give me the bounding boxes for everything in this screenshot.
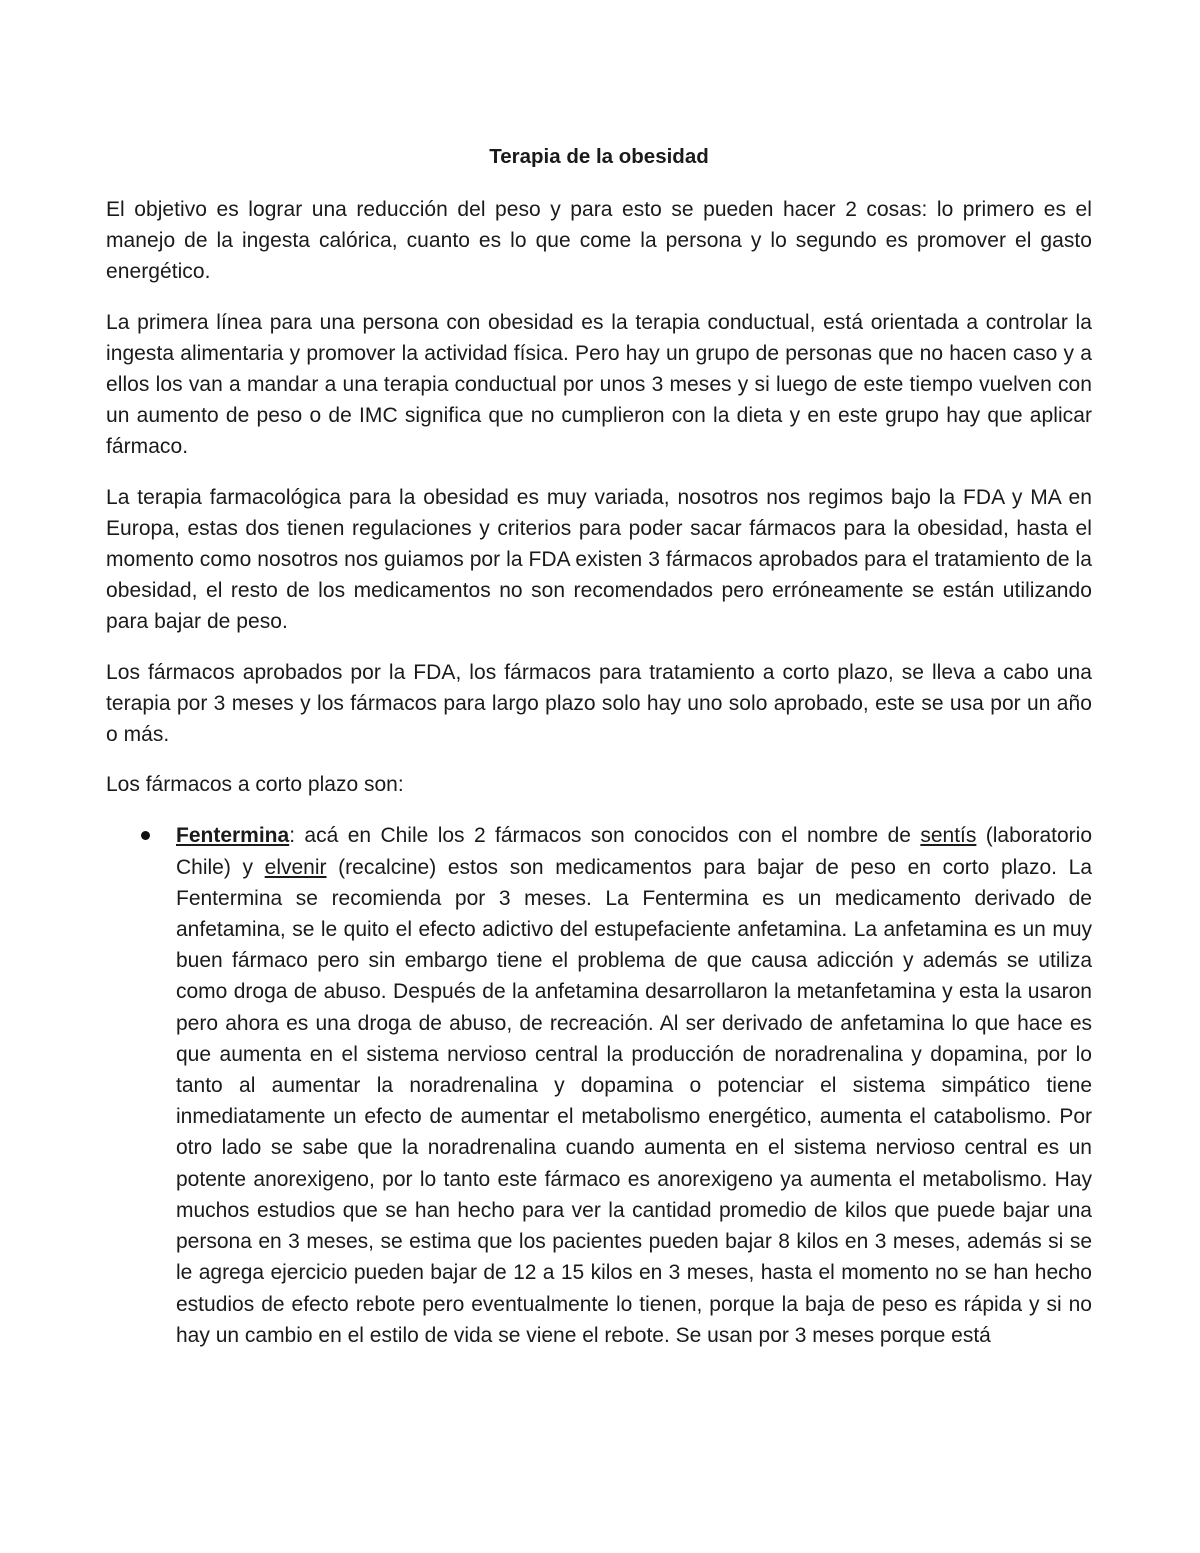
brand-name: sentís	[920, 824, 977, 848]
drug-text-part: : acá en Chile los 2 fármacos son conocidos con el nombre de	[289, 824, 921, 848]
paragraph-behavioral-therapy: La primera línea para una persona con obesidad es la terapia conductual, está orientada a controlar la ingesta alimentaria y promover la actividad física. Pero hay un grupo de personas que no hacen caso y a ellos los van a mandar a una terapia conductual por unos 3 meses y si luego de este tiempo vuelven con un aumento de peso o de IMC significa que no cumplieron con la dieta y en este grupo hay que aplicar fármaco.	[106, 310, 1092, 459]
paragraph-objective: El objetivo es lograr una reducción del peso y para esto se pueden hacer 2 cosas: lo primero es el manejo de la ingesta calórica, cuanto es lo que come la persona y lo segundo es promover el gasto energético.	[106, 198, 1092, 284]
drug-text-part: (laboratorio Chile) y	[176, 824, 1092, 879]
paragraph-approved-drugs: Los fármacos aprobados por la FDA, los fármacos para tratamiento a corto plazo, se lleva a cabo una terapia por 3 meses y los fármacos para largo plazo solo hay uno solo aprobado, este se usa por un año o más.	[106, 660, 1092, 747]
document-title: Terapia de la obesidad	[489, 145, 709, 168]
short-term-drug-list	[106, 820, 1092, 1350]
drug-name: Fentermina	[176, 824, 290, 848]
document-page	[106, 142, 1092, 1351]
bullet-icon	[141, 831, 150, 840]
list-item	[106, 820, 1092, 1350]
paragraph-pharmacologic-therapy: La terapia farmacológica para la obesidad es muy variada, nosotros nos regimos bajo la FDA y MA en Europa, estas dos tienen regulaciones y criterios para poder sacar fármacos para la obesidad, hasta el momento como nosotros nos guiamos por la FDA existen 3 fármacos aprobados para el tratamiento de la obesidad, el resto de los medicamentos no son recomendados pero erróneamente se están utilizando para bajar de peso.	[106, 485, 1092, 634]
brand-name: elvenir	[264, 855, 327, 879]
list-intro: Los fármacos a corto plazo son:	[106, 773, 404, 797]
drug-text-part: (recalcine) estos son medicamentos para bajar de peso en corto plazo. La Fentermina se recomienda por 3 meses. La Fentermina es un medicamento derivado de anfetamina, se le quito el efecto adictivo del estupefaciente anfetamina. La anfetamina es un muy buen fármaco pero sin embargo tiene el problema de que causa adicción y además se utiliza como droga de abuso. Después de la anfetamina desarrollaron la metanfetamina y esta la usaron pero ahora es una droga de abuso, de recreación. Al ser derivado de anfetamina lo que hace es que aumenta en el sistema nervioso central la producción de noradrenalina y dopamina, por lo tanto al aumentar la noradrenalina y dopamina o potenciar el sistema simpático tiene inmediatamente un efecto de aumentar el metabolismo energético, aumenta el catabolismo. Por otro lado se sabe que la noradrenalina cuando aumenta en el sistema nervioso central es un potente anorexigeno, por lo tanto este fármaco es anorexigeno ya aumenta el metabolismo. Hay muchos estudios que se han hecho para ver la cantidad promedio de kilos que puede bajar una persona en 3 meses, se estima que los pacientes pueden bajar 8 kilos en 3 meses, además si se le agrega ejercicio pueden bajar de 12 a 15 kilos en 3 meses, hasta el momento no se han hecho estudios de efecto rebote pero eventualmente lo tienen, porque la baja de peso es rápida y si no hay un cambio en el estilo de vida se viene el rebote. Se usan por 3 meses porque está	[176, 855, 1092, 1347]
